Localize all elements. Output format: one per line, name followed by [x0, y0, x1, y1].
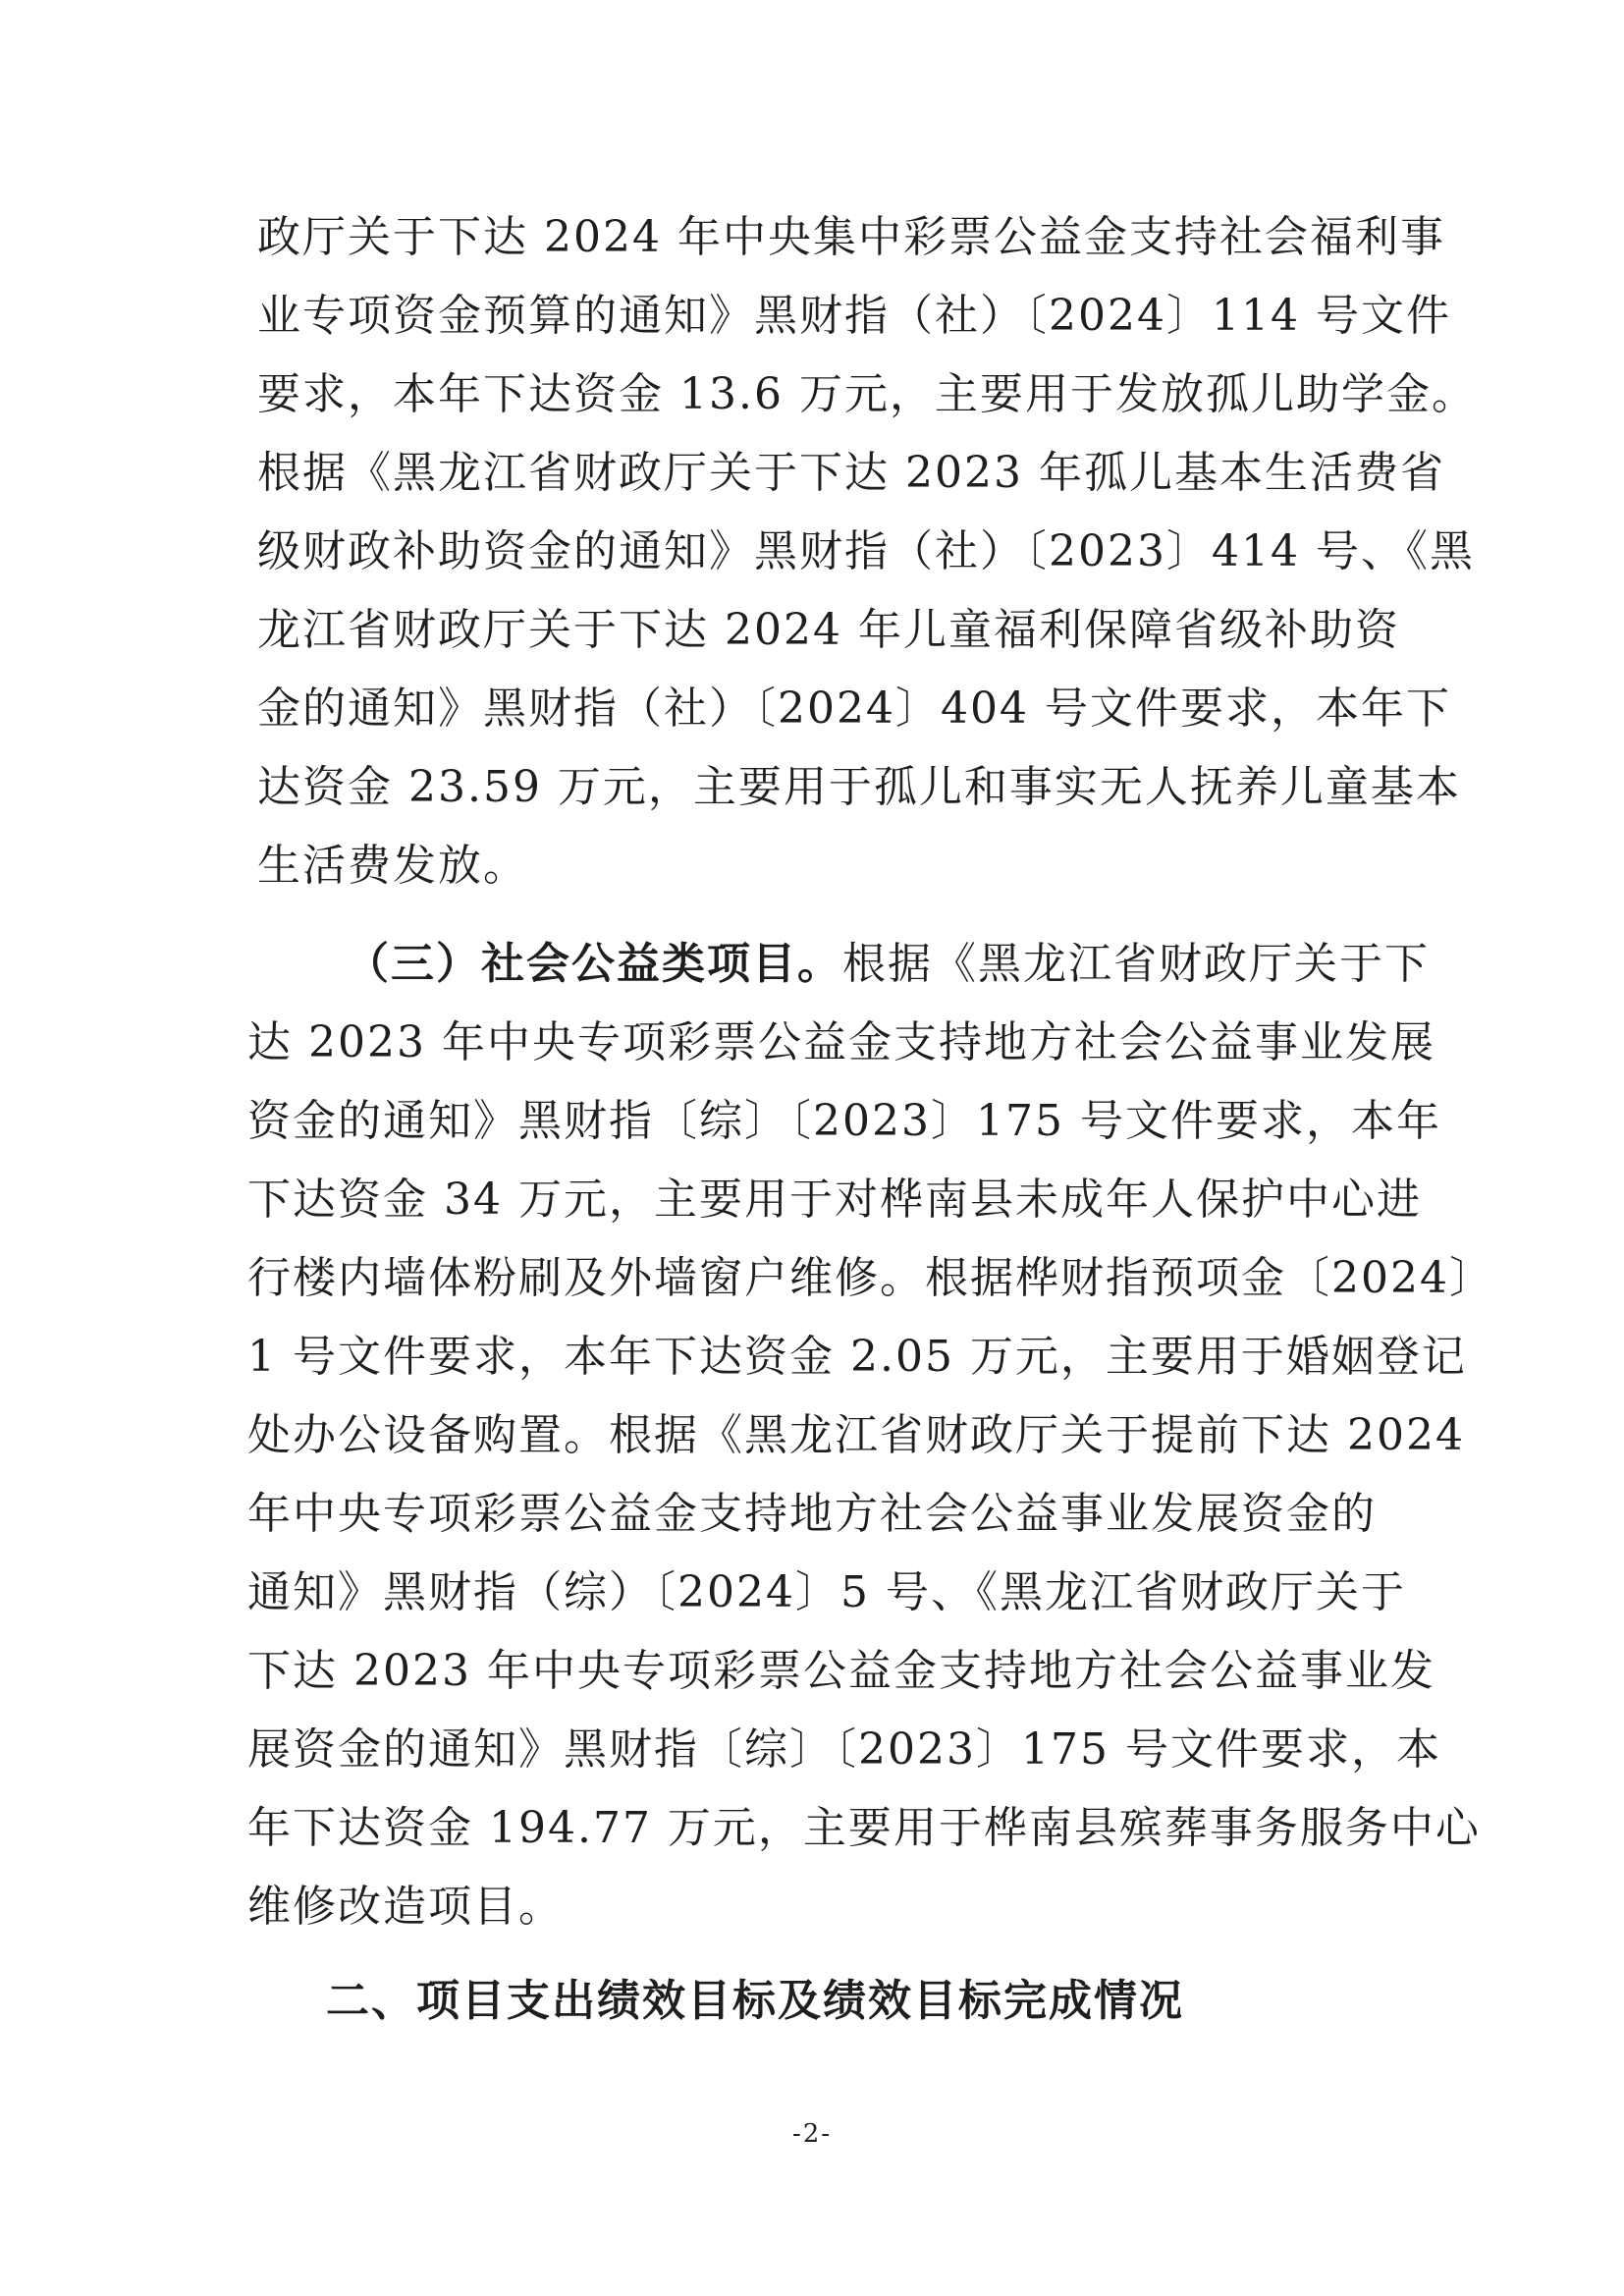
section-heading-2: 二、项目支出绩效目标及绩效目标完成情况 [326, 1976, 1184, 2026]
text-line: 展资金的通知》黑财指〔综〕〔2023〕175 号文件要求，本 [247, 1724, 1441, 1775]
page-number: -2- [791, 2119, 833, 2149]
text-line: 年下达资金 194.77 万元，主要用于桦南县殡葬事务服务中心 [247, 1803, 1481, 1853]
text-line: 下达资金 34 万元，主要用于对桦南县未成年人保护中心进 [247, 1175, 1422, 1225]
text-line: 龙江省财政厅关于下达 2024 年儿童福利保障省级补助资 [257, 605, 1400, 655]
text-line: 政厅关于下达 2024 年中央集中彩票公益金支持社会福利事 [257, 212, 1445, 262]
text-line: 行楼内墙体粉刷及外墙窗户维修。根据桦财指预项金〔2024〕 [247, 1253, 1494, 1303]
section-3-first-line-text: 根据《黑龙江省财政厅关于下 [842, 939, 1430, 989]
text-line: 达资金 23.59 万元，主要用于孤儿和事实无人抚养儿童基本 [257, 762, 1461, 812]
text-line: 资金的通知》黑财指〔综〕〔2023〕175 号文件要求，本年 [247, 1096, 1441, 1146]
text-line: 业专项资金预算的通知》黑财指（社）〔2024〕114 号文件 [257, 291, 1451, 341]
section-3-first-line [346, 935, 1430, 994]
text-line: 金的通知》黑财指（社）〔2024〕404 号文件要求，本年下 [257, 683, 1451, 734]
text-line: 生活费发放。 [257, 841, 528, 891]
text-line: 通知》黑财指（综）〔2024〕5 号、《黑龙江省财政厅关于 [247, 1567, 1406, 1617]
text-line: 要求，本年下达资金 13.6 万元，主要用于发放孤儿助学金。 [257, 369, 1477, 419]
text-line: 根据《黑龙江省财政厅关于下达 2023 年孤儿基本生活费省 [257, 448, 1445, 498]
text-line: 下达 2023 年中央专项彩票公益金支持地方社会公益事业发 [247, 1646, 1435, 1696]
text-line: 达 2023 年中央专项彩票公益金支持地方社会公益事业发展 [247, 1017, 1435, 1067]
text-line: 年中央专项彩票公益金支持地方社会公益事业发展资金的 [247, 1489, 1377, 1539]
text-line: 级财政补助资金的通知》黑财指（社）〔2023〕414 号、《黑 [257, 526, 1475, 576]
text-line: 处办公设备购置。根据《黑龙江省财政厅关于提前下达 2024 [247, 1410, 1465, 1460]
text-line: 1 号文件要求，本年下达资金 2.05 万元，主要用于婚姻登记 [247, 1332, 1467, 1382]
text-line: 维修改造项目。 [247, 1882, 564, 1932]
section-3-title: （三）社会公益类项目。 [346, 939, 842, 989]
